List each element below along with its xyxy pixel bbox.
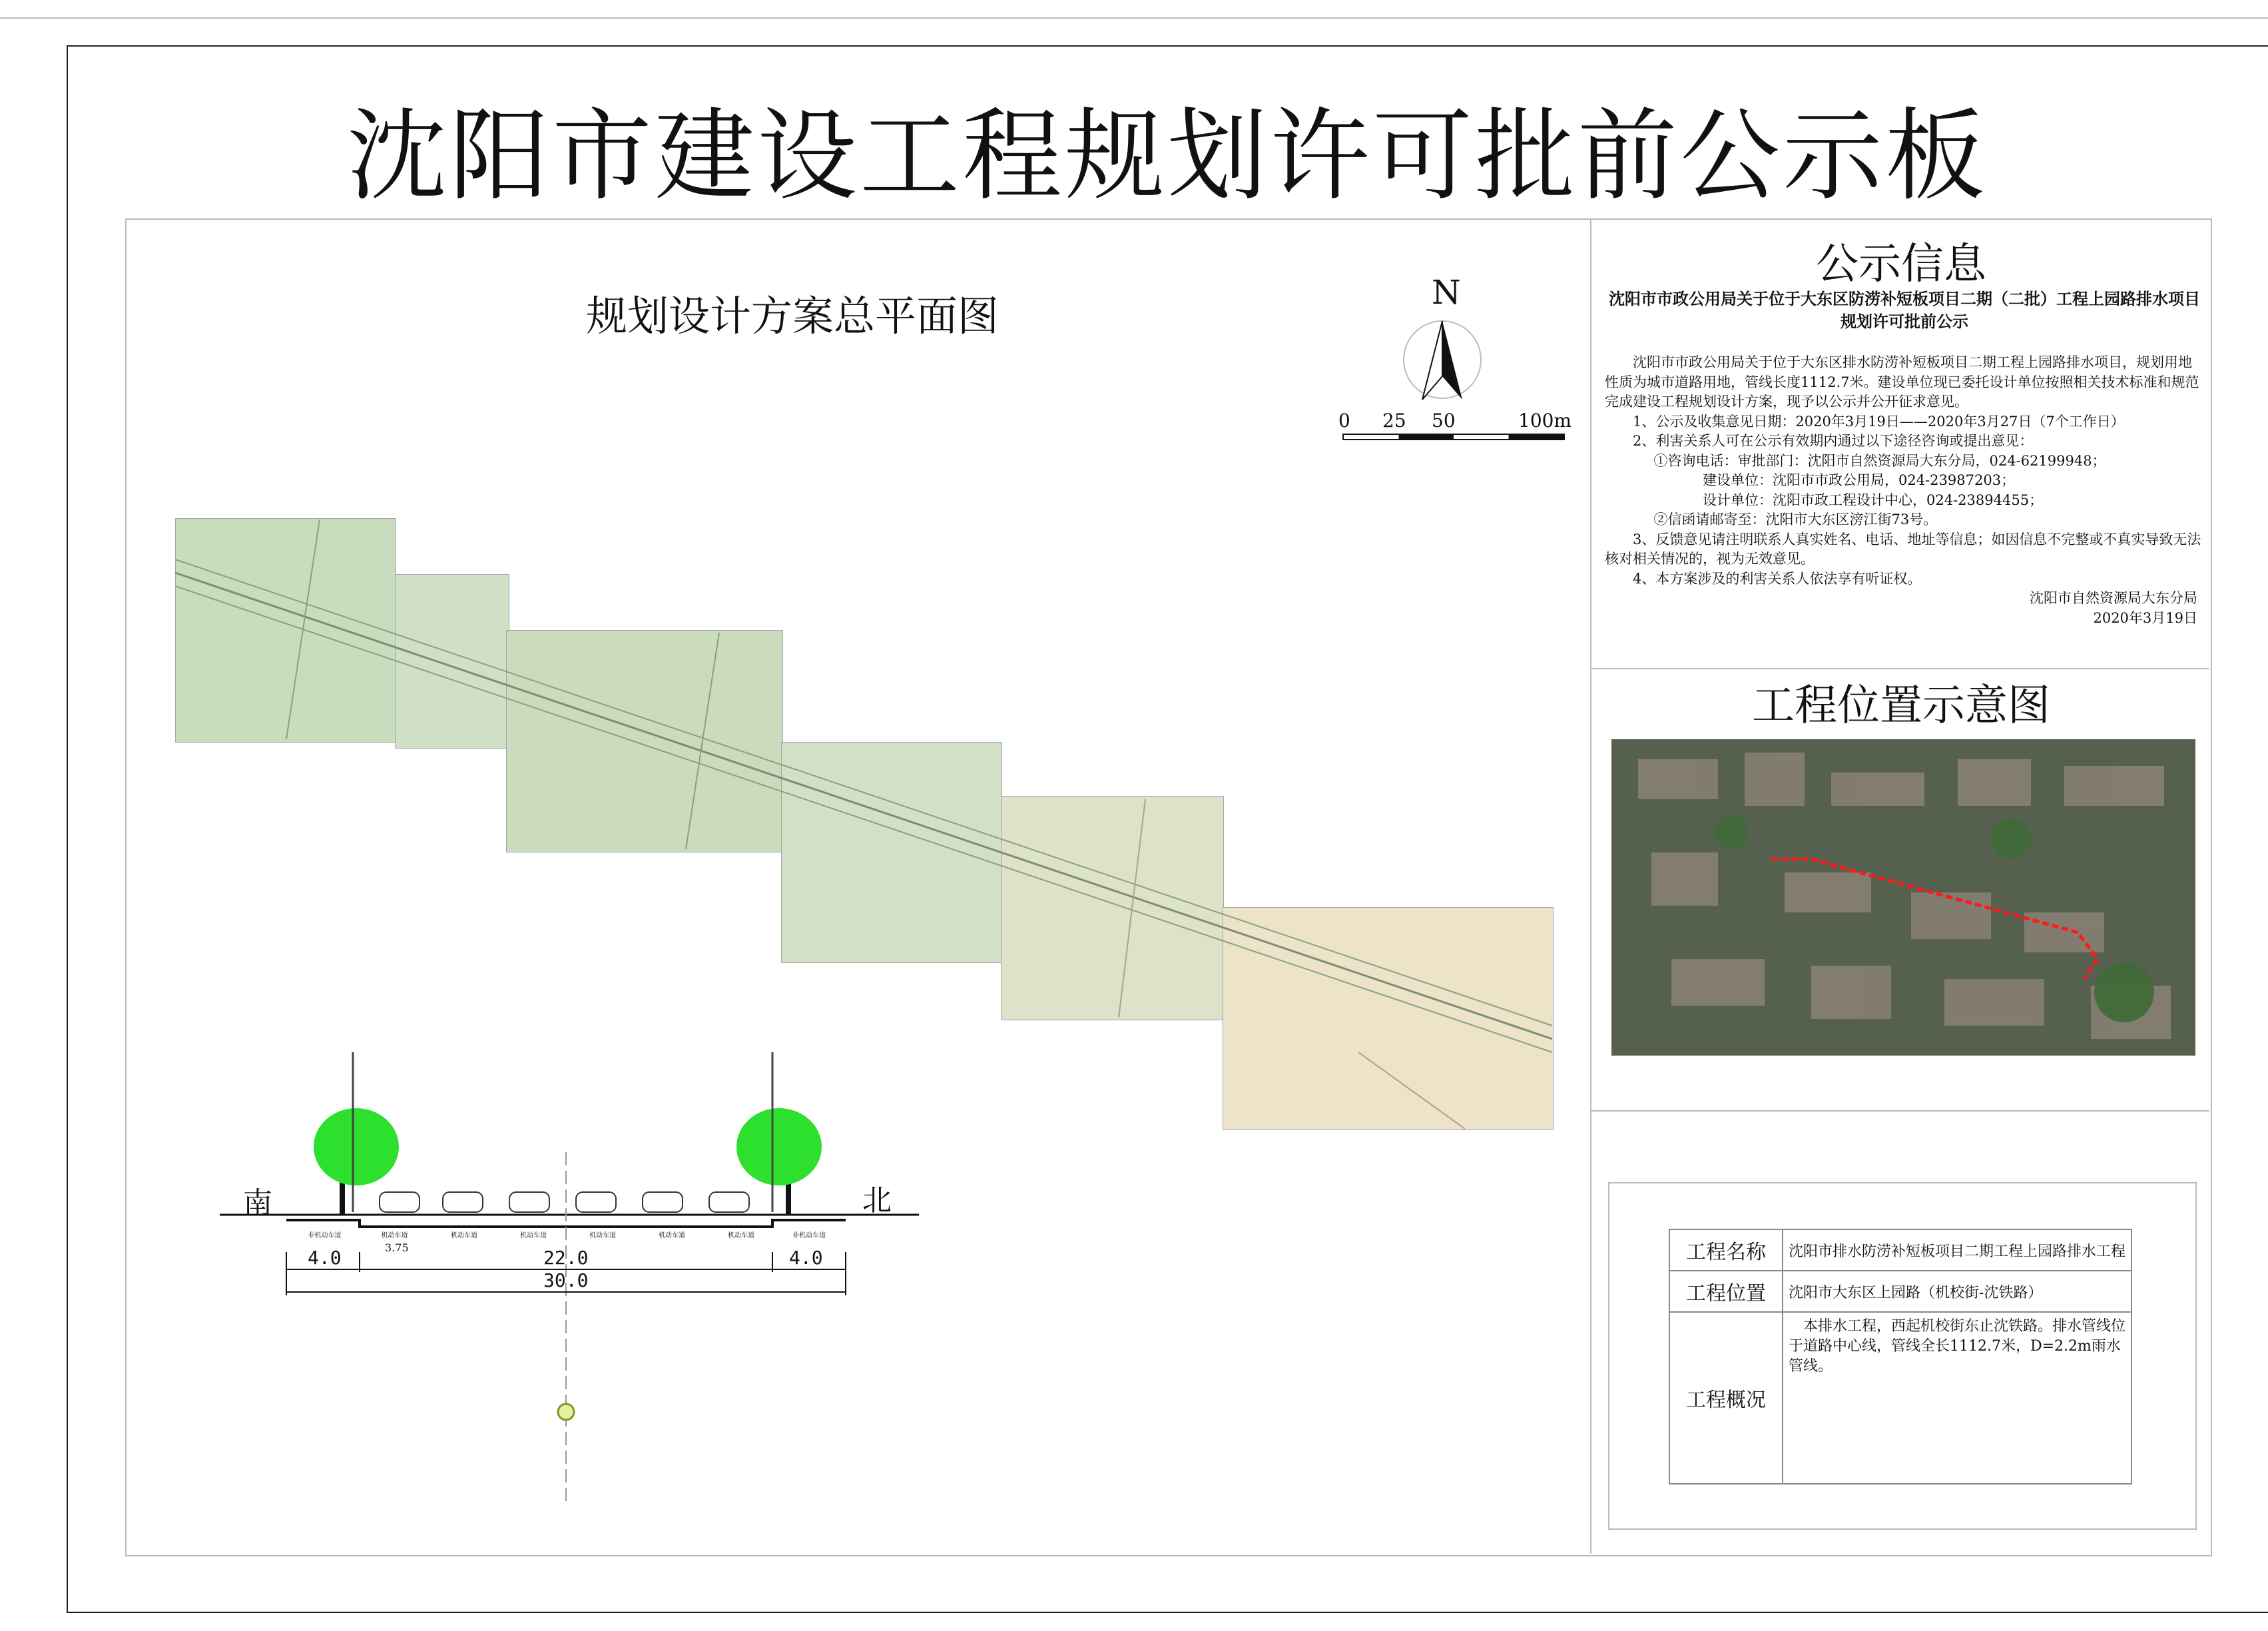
project-table [1669,1229,2132,1484]
notice-paragraph: 1、公示及收集意见日期：2020年3月19日——2020年3月27日（7个工作日） [1633,413,2125,430]
notice-paragraph: 2、利害关系人可在公示有效期内通过以下途径咨询或提出意见： [1633,433,2034,449]
satellite-map-image [1611,739,2195,1056]
dim-right: 4.0 [789,1247,823,1269]
page-title: 沈阳市建设工程规划许可批前公示板 [346,99,1988,214]
notice-paragraph: ①咨询电话：审批部门：沈阳市自然资源局大东分局，024-62199948； [1653,452,2106,469]
row-divider-1 [1591,668,2209,669]
scale-bar: 0 25 50 100m [1338,410,1552,450]
table-row [1669,1229,2131,1271]
row-divider-2 [1591,1110,2209,1112]
location-map [1611,739,2195,1056]
location-heading: 工程位置示意图 [1752,681,2050,731]
notice-subtitle: 沈阳市市政公用局关于位于大东区防涝补短板项目二期（二批）工程上园路排水项目规划许可批前公示 [1609,289,2200,331]
north-side-label: 北 [862,1183,892,1217]
lane-width-dim: 3.75 [385,1241,409,1254]
dim-center: 22.0 [543,1247,589,1269]
notice-paragraph: 沈阳市市政公用局关于位于大东区排水防涝补短板项目二期工程上园路排水项目，规划用地性质为城市道路用地，管线长度1112.7米。建设单位现已委托设计单位按照相关技术标准和规范完成建设工程规划设计方案，现予以公示并公开征求意见。 [1605,354,2199,410]
row-key: 工程位置 [1669,1271,1783,1312]
cross-section [213,1052,946,1518]
notice-paragraph: 设计单位：沈阳市政工程设计中心，024-23894455； [1703,491,2044,508]
row-key: 工程名称 [1669,1229,1783,1271]
row-value: 本排水工程，西起机校街东止沈铁路。排水管线位于道路中心线，管线全长1112.7米，D=2.2m雨水管线。 [1783,1312,2131,1484]
table-row [1669,1271,2131,1312]
column-divider [1590,220,1591,1554]
dim-total: 30.0 [543,1269,589,1291]
row-value: 沈阳市排水防涝补短板项目二期工程上园路排水工程 [1783,1229,2131,1271]
notice-date: 2020年3月19日 [2093,609,2197,626]
north-label: N [1432,273,1461,312]
notice-paragraph: ②信函请邮寄至：沈阳市大东区滂江街73号。 [1653,511,1938,527]
notice-signature: 沈阳市自然资源局大东分局 [2030,590,2197,606]
row-value: 沈阳市大东区上园路（机校街-沈铁路） [1783,1271,2131,1312]
notice-body [1605,353,2204,628]
notice-paragraph: 3、反馈意见请注明联系人真实姓名、电话、地址等信息；如因信息不完整或不真实导致无法核对相关情况的，视为无效意见。 [1605,531,2201,567]
row-key: 工程概况 [1669,1312,1783,1484]
notice-paragraph: 建设单位：沈阳市市政公用局，024-23987203； [1703,472,2016,488]
plan-title: 规划设计方案总平面图 [586,292,999,340]
lane-labels: 非机动车道 机动车道 机动车道 机动车道 机动车道 机动车道 机动车道 非机动车道 [308,1232,826,1239]
table-row [1669,1312,2131,1484]
notice-paragraph: 4、本方案涉及的利害关系人依法享有听证权。 [1633,570,1922,587]
plan-road-lines [0,0,1558,1132]
south-label: 南 [243,1186,272,1220]
dim-left: 4.0 [308,1247,342,1269]
notice-heading: 公示信息 [1816,240,1986,289]
